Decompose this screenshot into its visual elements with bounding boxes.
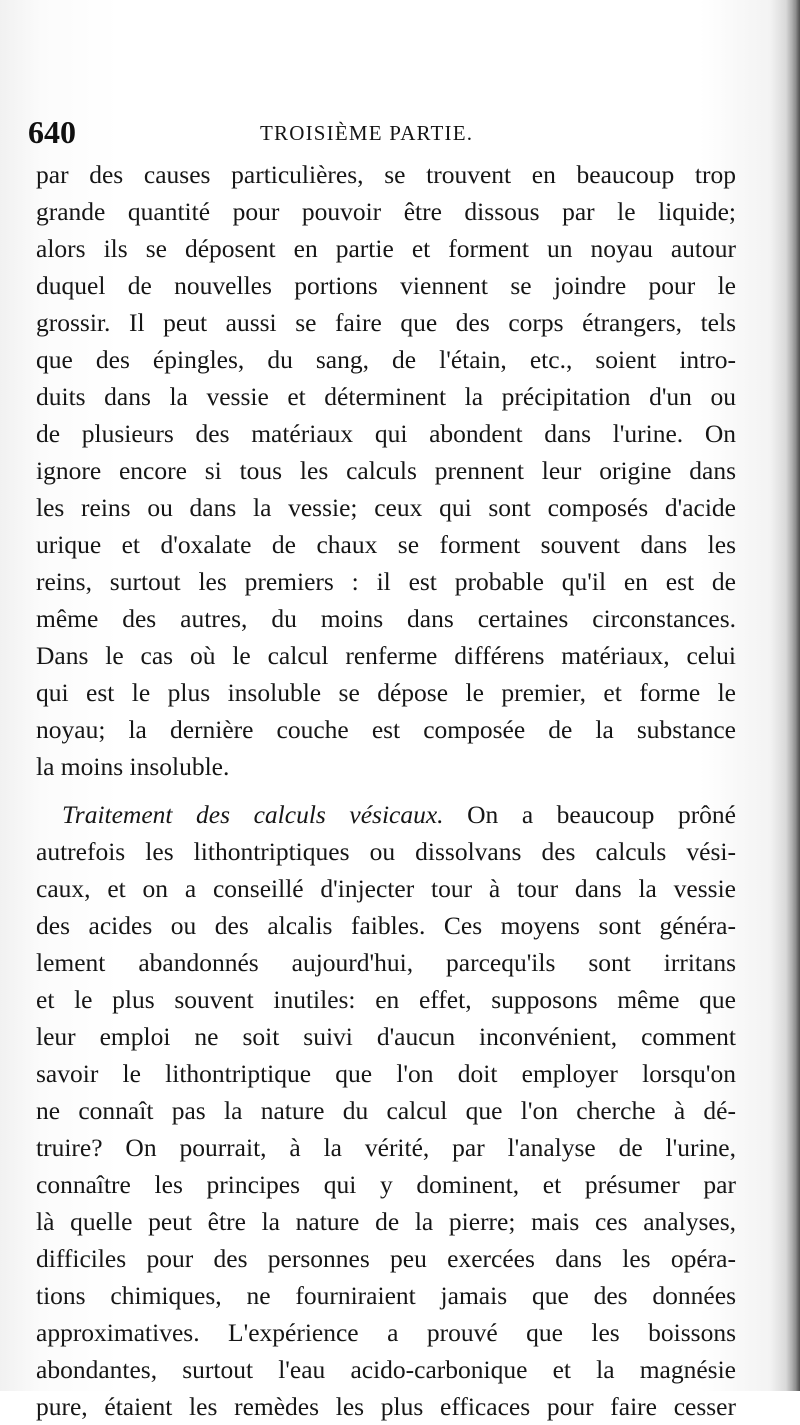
text-line: qui est le plus insoluble se dépose le premier, et forme le bbox=[36, 678, 736, 707]
text-line: même des autres, du moins dans certaines circonstances. bbox=[36, 604, 736, 633]
text-line: grande quantité pour pouvoir être dissous par le liquide; bbox=[36, 197, 736, 226]
text-line: alors ils se déposent en partie et forment un noyau autour bbox=[36, 234, 736, 263]
text-line: lement abandonnés aujourd'hui, parcequ'ils sont irritans bbox=[36, 948, 736, 977]
text-line: par des causes particulières, se trouvent en beaucoup trop bbox=[36, 160, 736, 189]
text-line: de plusieurs des matériaux qui abondent dans l'urine. On bbox=[36, 419, 736, 448]
running-head: TROISIÈME PARTIE. bbox=[260, 121, 474, 145]
text-line: noyau; la dernière couche est composée de la substance bbox=[36, 715, 736, 744]
text-line bbox=[36, 796, 736, 833]
text-line: leur emploi ne soit suivi d'aucun inconvénient, comment bbox=[36, 1022, 736, 1051]
text-line: ne connaît pas la nature du calcul que l'on cherche à dé- bbox=[36, 1096, 736, 1125]
section-heading: Traitement des calculs vésicaux. bbox=[62, 800, 444, 829]
text-line: grossir. Il peut aussi se faire que des corps étrangers, tels bbox=[36, 308, 736, 337]
text-line: la moins insoluble. bbox=[36, 752, 230, 781]
paragraph-1 bbox=[36, 156, 736, 785]
text-line: duquel de nouvelles portions viennent se joindre pour le bbox=[36, 271, 736, 300]
text-line: approximatives. L'expérience a prouvé que les boissons bbox=[36, 1318, 736, 1347]
body-text bbox=[36, 156, 736, 1425]
text-line: duits dans la vessie et déterminent la précipitation d'un ou bbox=[36, 382, 736, 411]
page-edge-shadow bbox=[786, 0, 800, 1391]
text-line: connaître les principes qui y dominent, et présumer par bbox=[36, 1170, 736, 1199]
text-line: les reins ou dans la vessie; ceux qui sont composés d'acide bbox=[36, 493, 736, 522]
text-line: et le plus souvent inutiles: en effet, supposons même que bbox=[36, 985, 736, 1014]
text-line: des acides ou des alcalis faibles. Ces moyens sont généra- bbox=[36, 911, 736, 940]
text-line: abondantes, surtout l'eau acido-carbonique et la magnésie bbox=[36, 1355, 736, 1384]
page-header bbox=[28, 112, 748, 152]
text-line: que des épingles, du sang, de l'étain, etc., soient intro- bbox=[36, 345, 736, 374]
heading-line-rest: On a beaucoup prôné bbox=[443, 800, 736, 829]
text-line: savoir le lithontriptique que l'on doit employer lorsqu'on bbox=[36, 1059, 736, 1088]
page-number: 640 bbox=[28, 114, 76, 150]
text-line: reins, surtout les premiers : il est probable qu'il en est de bbox=[36, 567, 736, 596]
text-line: truire? On pourrait, à la vérité, par l'analyse de l'urine, bbox=[36, 1133, 736, 1162]
text-line: pure, étaient les remèdes les plus efficaces pour faire cesser bbox=[36, 1392, 736, 1421]
text-line: Dans le cas où le calcul renferme différens matériaux, celui bbox=[36, 641, 736, 670]
text-line: caux, et on a conseillé d'injecter tour à tour dans la vessie bbox=[36, 874, 736, 903]
text-line: urique et d'oxalate de chaux se forment souvent dans les bbox=[36, 530, 736, 559]
text-line: ignore encore si tous les calculs prennent leur origine dans bbox=[36, 456, 736, 485]
text-line: autrefois les lithontriptiques ou dissolvans des calculs vési- bbox=[36, 837, 736, 866]
text-line: tions chimiques, ne fourniraient jamais que des données bbox=[36, 1281, 736, 1310]
paragraph-gap bbox=[36, 785, 736, 796]
text-line: difficiles pour des personnes peu exercées dans les opéra- bbox=[36, 1244, 736, 1273]
paragraph-2 bbox=[36, 796, 736, 1425]
text-line: là quelle peut être la nature de la pierre; mais ces analyses, bbox=[36, 1207, 736, 1236]
